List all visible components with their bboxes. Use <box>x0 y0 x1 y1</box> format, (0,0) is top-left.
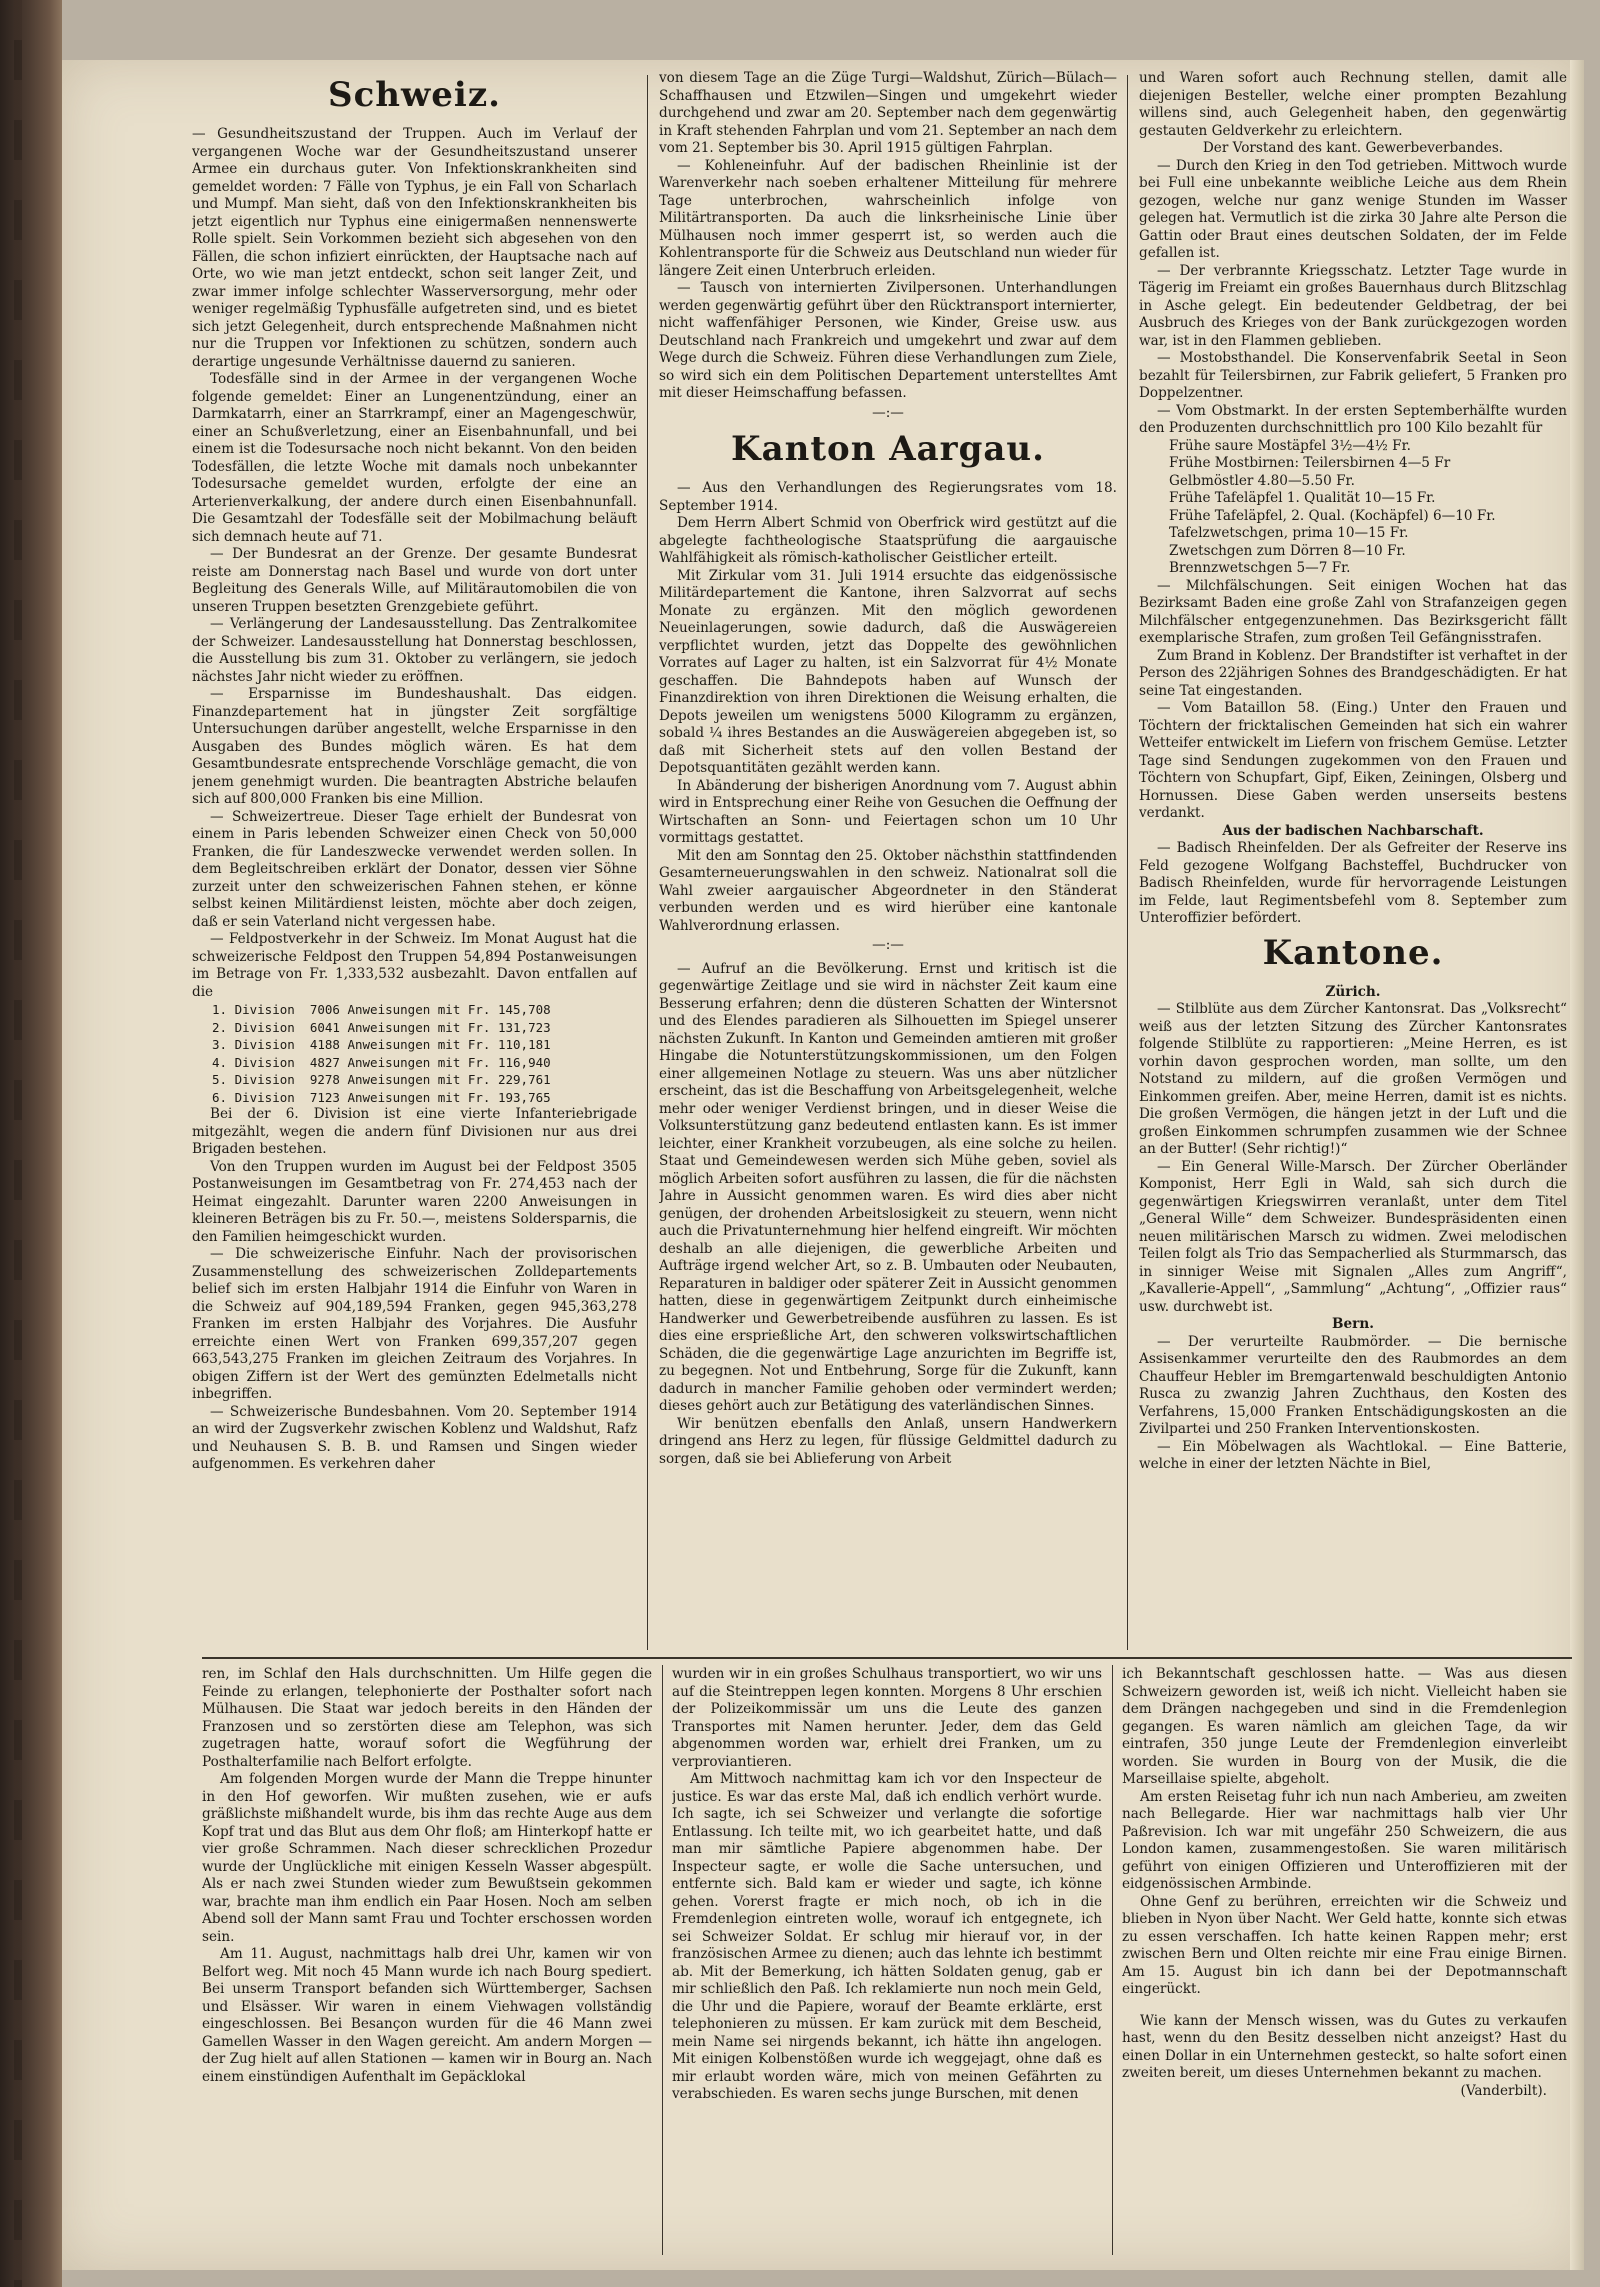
table-row: Gelbmöstler 4.80—5.50 Fr. <box>1169 472 1355 489</box>
signature-gewerbeverband: Der Vorstand des kant. Gewerbeverbandes. <box>1202 140 1504 156</box>
table-row: Frühe Tafeläpfel 1. Qualität 10—15 Fr. <box>1169 490 1436 506</box>
bottom-paragraph: ren, im Schlaf den Hals durchschnitten. Um Hilfe gegen die Feinde zu erlangen, telephonierte der Posthalter sofort nach Mülhausen. Die Staat war jedoch bereits in den Händen der Franzosen und so zerstörten diese am Telephon, was sich zugetragen hatte, worauf sofort die Wegführung der Posthalterfamilie nach Belfort erfolgte. <box>202 1666 652 1770</box>
column-rule-4 <box>1112 1665 1113 2255</box>
article-wahlen: Mit den am Sonntag den 25. Oktober nächsthin stattfindenden Gesamterneuerungswahlen in den schweiz. Nationalrat soll die Wahl zweier aargauischer Abgeordneter in den Ständerat verbunden werden und es wird hierüber eine kantonale Wahlverordnung erlassen. <box>659 847 1117 934</box>
article-schweizertreue: — Schweizertreue. Dieser Tage erhielt der Bundesrat von einem in Paris lebenden Schweizer einen Check von 50,000 Franken, die für Landeszwecke verwendet werden sollen. In dem Begleitschreiben erklärt der Donator, dessen vier Söhne zurzeit unter den schweizerischen Fahnen stehen, er könne selbst keinen Militärdienst leisten, möchte aber doch zeigen, daß er sein Vaterland nicht vergessen habe. <box>192 808 637 930</box>
article-wille-marsch: — Ein General Wille-Marsch. Der Zürcher Oberländer Komponist, Herr Egli in Wald, sah sich durch die gegenwärtigen Kriegswirren veranlaßt, unter dem Titel „General Wille“ dem Schweizer. Bundespräsidenten einen neuen militärischen Marsch zu widmen. Zwei melodischen Teilen folgt als Trio das Sempacherlied als Sturmmarsch, das in sinniger Weise mit Signalen „Alles zum Angriff“, „Kavallerie-Appell“, „Sammlung“ „Achtung“, „Offizier raus“ usw. durchwebt ist. <box>1139 1158 1567 1315</box>
table-row: Tafelzwetschgen, prima 10—15 Fr. <box>1169 525 1409 541</box>
bottom-paragraph: ich Bekanntschaft geschlossen hatte. — Was aus diesen Schweizern geworden ist, weiß ich nicht. Vielleicht haben sie dem Drängen nachgegeben und sind in die Fremdenlegion gegangen. Es waren nämlich am gleichen Tage, da wir eintrafen, 350 junge Leute der Fremdenlegion einverleibt worden. Sie wurden in Bourg von der Musik, die die Marseillaise spielte, abgeholt. <box>1122 1666 1567 1787</box>
subheading-badische-nachbarschaft: Aus der badischen Nachbarschaft. <box>1222 822 1484 839</box>
article-brigade-note: Bei der 6. Division ist eine vierte Infanteriebrigade mitgezählt, wegen die andern fünf Divisionen nur aus drei Brigaden bestehen. <box>192 1106 637 1157</box>
subheading-bern: Bern. <box>1332 1316 1374 1332</box>
table-row: 3. Division 4188 Anweisungen mit Fr. 110,181 <box>212 1037 551 1052</box>
article-obstmarkt: — Vom Obstmarkt. In der ersten Septemberhälfte wurden den Produzenten durchschnittlich pro 100 Kilo bezahlt für <box>1139 402 1567 436</box>
bottom-column-1 <box>202 1666 652 2261</box>
article-krieg-tod: — Durch den Krieg in den Tod getrieben. Mittwoch wurde bei Full eine unbekannte weibliche Leiche aus dem Rhein gezogen, welche nur ganz wenige Stunden im Wasser gelegen hat. Vermutlich ist die zirka 30 Jahre alte Person die Gattin oder Braut eines deutschen Soldaten, der im Felde gefallen ist. <box>1139 157 1567 261</box>
section-title-schweiz: Schweiz. <box>328 75 501 115</box>
article-ersparnisse: — Ersparnisse im Bundeshaushalt. Das eidgen. Finanzdepartement hat in jüngster Zeit sorgfältige Untersuchungen darüber angestellt, welche Ersparnisse in den Ausgaben des Bundes möglich wären. Es hat dem Gesamtbundesrate entsprechende Vorschläge gemacht, die von jenem genehmigt wurden. Die beantragten Abstriche belaufen sich auf 800,000 Franken bis eine Million. <box>192 686 637 807</box>
table-row: Frühe saure Mostäpfel 3½—4½ Fr. <box>1169 437 1411 454</box>
table-row: 1. Division 7006 Anweisungen mit Fr. 145,708 <box>212 1002 551 1017</box>
column-rule-3 <box>662 1665 663 2255</box>
article-milchfaelschungen: — Milchfälschungen. Seit einigen Wochen hat das Bezirksamt Baden eine große Zahl von Strafanzeigen gegen Milchfälscher entgegenzunehmen. Das Bezirksgericht fällt exemplarische Strafen, zum großen Teil Gefängnisstrafen. <box>1139 577 1567 646</box>
bottom-advert: Wie kann der Mensch wissen, was du Gutes zu verkaufen hast, wenn du den Besitz desselben nicht anzeigst? Hast du einen Dollar in ein Unternehmen gesteckt, so halte sofort einen zweiten bereit, um dieses Unternehmen bekannt zu machen. <box>1122 2012 1567 2081</box>
article-feldpostverkehr: — Feldpostverkehr in der Schweiz. Im Monat August hat die schweizerische Feldpost den Truppen 54,894 Postanweisungen im Betrage von Fr. 1,333,532 ausbezahlt. Davon entfallen auf die <box>192 931 637 1000</box>
section-title-aargau: Kanton Aargau. <box>731 429 1045 469</box>
article-tausch-zivilpersonen: — Tausch von internierten Zivilpersonen. Unterhandlungen werden gegenwärtig geführt über den Rücktransport internierter, nicht waffenfähiger Personen, wie Kinder, Greise usw. aus Deutschland nach Frankreich und umgekehrt und zwar auf dem Wege durch die Schweiz. Führen diese Verhandlungen zum Ziele, so wird sich ein dem Politischen Departement unterstelltes Amt mit dieser Heimschaffung befassen. <box>659 280 1117 401</box>
article-handwerker-cont: und Waren sofort auch Rechnung stellen, damit alle diejenigen Besteller, welche einer prompten Bezahlung willens sind, auch Gelegenheit haben, den gegenwärtig gestauten Geldverkehr zu erleichtern. <box>1139 70 1567 139</box>
separator: —:— <box>872 937 904 953</box>
spacer <box>1122 1999 1567 2013</box>
article-bundesbahnen: — Schweizerische Bundesbahnen. Vom 20. September 1914 an wird der Zugsverkehr zwischen Koblenz und Waldshut, Rafz und Neuhausen S. B. B. und Ramsen und Singen wieder aufgenommen. Es verkehren daher <box>192 1403 637 1472</box>
article-landesausstellung: — Verlängerung der Landesausstellung. Das Zentralkomitee der Schweizer. Landesausstellung hat Donnerstag beschlossen, die Ausstellung bis zum 31. Oktober zu verlängern, sie jedoch nächstes Jahr nicht wieder zu eröffnen. <box>192 616 637 685</box>
bottom-column-2 <box>672 1666 1102 2261</box>
bottom-paragraph: Am Mittwoch nachmittag kam ich vor den Inspecteur de justice. Es war das erste Mal, daß ich endlich verhört wurde. Ich sagte, ich sei Schweizer und verlangte die sofortige Entlassung. Ich teilte mit, wo ich gearbeitet hatte, und daß man mir sämtliche Papiere abgenommen habe. Der Inspecteur sagte, er wolle die Sache untersuchen, und entfernte sich. Bald kam er wieder und sagte, ich könne gehen. Vorerst fragte er mich noch, ob ich in die Fremdenlegion eintreten wolle, worauf ich entgegnete, ich sei Schweizer Soldat. Er schlug mir hierauf vor, in der französischen Armee zu dienen; auch das lehnte ich bestimmt ab. Mit der Bemerkung, ich hätten Soldaten genug, gab er mir schließlich den Paß. Ich reklamierte nun noch mein Geld, die Uhr und die Papiere, worauf der Beamte erklärte, erst telephonieren zu müssen. Er kam zurück mit dem Bescheid, mein Name sei nirgends bekannt, ich hätte ihn angelogen. Mit einigen Kolbenstößen wurde ich weggejagt, ohne daß es mir erlaubt worden wäre, mich von meinen Gefährten zu verabschieden. Es waren sechs junge Burschen, mit denen <box>672 1771 1102 2102</box>
bottom-paragraph: wurden wir in ein großes Schulhaus transportiert, wo wir uns auf die Steintreppen legen konnten. Morgens 8 Uhr erschien der Polizeikommissär um uns die Leute des ganzen Transportes mit Namen herunter. Jeder, dem das Geld abgenommen worden war, erhielt drei Franken, um zu verproviantieren. <box>672 1666 1102 1770</box>
article-kohleneinfuhr: — Kohleneinfuhr. Auf der badischen Rheinlinie ist der Warenverkehr nach soeben erhaltener Mitteilung für mehrere Tage unterbrochen, wahrscheinlich infolge von Militärtransporten. Da auch die linksrheinische Linie über Mülhausen noch immer gesperrt ist, so werden auch die Kohlentransporte für die Schweiz aus Deutschland nun wieder für längere Zeit einen Unterbruch erleiden. <box>659 157 1117 279</box>
column-rule-2 <box>1127 75 1128 1650</box>
table-row: 2. Division 6041 Anweisungen mit Fr. 131,723 <box>212 1019 551 1035</box>
article-schmid: Dem Herrn Albert Schmid von Oberfrick wird gestützt auf die abgelegte fachtheologische Staatsprüfung die aargauische Wahlfähigkeit als römisch-katholischer Geistlicher erteilt. <box>659 515 1117 566</box>
article-kriegsschatz: — Der verbrannte Kriegsschatz. Letzter Tage wurde in Tägerig im Freiamt ein großes Bauernhaus durch Blitzschlag in Asche gelegt. Ein bedeutender Geldbetrag, der bei Ausbruch des Krieges von der Bank zurückgezogen worden war, ist in den Flammen geblieben. <box>1139 262 1567 349</box>
bottom-paragraph: Am ersten Reisetag fuhr ich nun nach Amberieu, am zweiten nach Bellegarde. Hier war nachmittags halb vier Uhr Paßrevision. Ich war mit ungefähr 250 Schweizern, die aus London kamen, zusammengestoßen. Sie waren militärisch geführt von einigen Offizieren und Unteroffizieren mit der eidgenössischen Armbinde. <box>1122 1788 1567 1892</box>
bottom-paragraph: Ohne Genf zu berühren, erreichten wir die Schweiz und blieben in Nyon über Nacht. Wer Geld hatte, konnte sich etwas zu essen verschaffen. Ich hatte keinen Rappen mehr; erst zwischen Bern und Olten reichte mir eine Frau einige Birnen. Am 15. August bin ich dann bei der Depotmannschaft eingerückt. <box>1122 1893 1567 1997</box>
page-edge <box>1570 60 1584 2270</box>
advert-signature: (Vanderbilt). <box>1460 2082 1547 2099</box>
column-1 <box>192 70 637 1650</box>
article-stilbluete: — Stilblüte aus dem Zürcher Kantonsrat. Das „Volksrecht“ weiß aus der letzten Sitzung des Zürcher Kantonsrates folgende Stilblüte zu rapportieren: „Meine Herren, es ist vorhin davon gesprochen worden, man sollte, um den Notstand zu mildern, auf die großen Vermögen und Einkommen greifen. Aber, meine Herren, damit ist es nichts. Die großen Vermögen, die hängen jetzt in der Luft und die großen Einkommen schrumpfen zusammen wie der Schnee an der Butter! (Sehr richtig!)“ <box>1139 1001 1567 1157</box>
article-mostobsthandel: — Mostobsthandel. Die Konservenfabrik Seetal in Seon bezahlt für Teilersbirnen, zur Fabrik geliefert, 5 Franken pro Doppelzentner. <box>1139 350 1567 401</box>
table-row: 4. Division 4827 Anweisungen mit Fr. 116,940 <box>212 1054 551 1070</box>
article-raubmoerder: — Der verurteilte Raubmörder. — Die bernische Assisenkammer verurteilte den des Raubmordes an dem Chauffeur Hebler im Bremgartenwald beschuldigten Antonio Rusca zu zwanzig Jahren Zuchthaus, den Kosten des Verfahrens, 15,000 Franken Entschädigungskosten an die Zivilpartei und 250 Franken Interventionskosten. <box>1139 1333 1567 1437</box>
separator: —:— <box>872 404 904 421</box>
article-bundesrat-grenze: — Der Bundesrat an der Grenze. Der gesamte Bundesrat reiste am Donnerstag nach Basel und wurde von dort unter Begleitung des Generals Wille, auf Militärautomobilen die von unseren Truppen besetzten Grenzgebiete geführt. <box>192 546 637 615</box>
section-title-kantone: Kantone. <box>1262 932 1444 973</box>
article-einfuhr: — Die schweizerische Einfuhr. Nach der provisorischen Zusammenstellung des schweizerischen Zolldepartements belief sich im ersten Halbjahr 1914 die Einfuhr von Waren in die Schweiz auf 904,189,594 Franken, gegen 945,363,278 Franken im ersten Halbjahr des Vorjahres. Die Ausfuhr erreichte einen Wert von Franken 699,357,207 gegen 663,543,275 Franken im gleichen Zeitraum des Vorjahres. In obigen Ziffern ist der Wert des gemünzten Edelmetalls nicht inbegriffen. <box>192 1246 637 1402</box>
bottom-paragraph: Am folgenden Morgen wurde der Mann die Treppe hinunter in den Hof geworfen. Wir mußten zusehen, wie er aufs gräßlichste mißhandelt wurde, bis ihm das rechte Auge aus dem Kopf trat und das Blut aus dem Ohr floß; am Hinterkopf hatte er vier große Schrammen. Nach dieser schrecklichen Prozedur wurde der Unglückliche mit einigen Kesseln Wasser abgespült. Als er nach zwei Stunden wieder zum Bewußtsein gekommen war, brachte man ihm endlich ein Paar Hosen. Noch am selben Abend soll der Mann samt Frau und Tochter erschossen worden sein. <box>202 1771 652 1945</box>
article-bundesbahnen-cont: von diesem Tage an die Züge Turgi—Waldshut, Zürich—Bülach—Schaffhausen und Etzwilen—Singen und umgekehrt wieder durchgehend und zwar am 20. September nach dem gegenwärtig in Kraft stehenden Fahrplan und vom 21. September an nach dem vom 21. September bis 30. April 1915 gültigen Fahrplan. <box>659 70 1117 156</box>
subheading-zuerich: Zürich. <box>1325 983 1381 1000</box>
bottom-paragraph: Am 11. August, nachmittags halb drei Uhr, kamen wir von Belfort weg. Mit noch 45 Mann wurde ich nach Bourg spediert. Bei unserm Transport befanden sich Württemberger, Sachsen und Elsässer. Wir waren in einem Viehwagen vollständig eingeschlossen. Bei Besançon wurden für die 46 Mann zwei Gamellen Wasser in den Wagen gereicht. Am andern Morgen — der Zug hielt auf allen Stationen — kamen wir in Bourg an. Nach einem einstündigen Aufenthalt im Gepäcklokal <box>202 1946 652 2085</box>
article-brand-koblenz: Zum Brand in Koblenz. Der Brandstifter ist verhaftet in der Person des 22jährigen Sohnes des Brandgeschädigten. Er hat seine Tat eingestanden. <box>1139 647 1567 699</box>
article-salzvorrat: Mit Zirkular vom 31. Juli 1914 ersuchte das eidgenössische Militärdepartement die Kantone, ihren Salzvorrat auf sechs Monate zu ergänzen. Mit den möglich gewordenen Neueinlagerungen, sowie dadurch, daß die Auswägereien verpflichtet wurden, jetzt das Doppelte des gewöhnlichen Vorrates auf Lager zu halten, ist ein Salzvorrat für 4½ Monate geschaffen. Die Bahndepots haben auf Wunsch der Finanzdirektion von ihren Direktionen die Weisung erhalten, die Depots jeweilen um wenigstens 5000 Kilogramm zu ergänzen, sobald ¼ ihres Bestandes an die Auswägereien abgegeben ist, so daß mit Sicherheit stets auf den vollen Bestand der Depotsquantitäten gezählt werden kann. <box>659 567 1117 776</box>
article-wirtschaften: In Abänderung der bisherigen Anordnung vom 7. August abhin wird in Entsprechung einer Reihe von Gesuchen die Oeffnung der Wirtschaften an Sonn- und Feiertagen schon um 10 Uhr vormittags gestattet. <box>659 777 1117 846</box>
table-row: Frühe Mostbirnen: Teilersbirnen 4—5 Fr <box>1169 455 1451 471</box>
table-row: Frühe Tafeläpfel, 2. Qual. (Kochäpfel) 6—10 Fr. <box>1169 507 1496 524</box>
table-row: Zwetschgen zum Dörren 8—10 Fr. <box>1169 542 1406 559</box>
article-postanweisungen: Von den Truppen wurden im August bei der Feldpost 3505 Postanweisungen im Gesamtbetrag von Fr. 274,453 nach der Heimat eingezahlt. Darunter waren 2200 Anweisungen in kleineren Beträgen bis zu Fr. 50.—, meistens Soldersparnis, die den Familien heimgeschickt wurden. <box>192 1158 637 1245</box>
table-row: 6. Division 7123 Anweisungen mit Fr. 193,765 <box>212 1089 551 1105</box>
division-table <box>192 1001 637 1106</box>
article-badisch-rheinfelden: — Badisch Rheinfelden. Der als Gefreiter der Reserve ins Feld gezogene Wolfgang Bachsteffel, Buchdrucker von Badisch Rheinfelden, wurde für hervorragende Leistungen im Felde, laut Regimentsbefehl vom 8. September zum Unteroffizier befördert. <box>1139 840 1567 926</box>
article-bataillon-58: — Vom Bataillon 58. (Eing.) Unter den Frauen und Töchtern der fricktalischen Gemeinden hat sich ein wahrer Wetteifer entwickelt im Liefern von frischem Gemüse. Letzter Tage sind Sendungen zugekommen von den Frauen und Töchtern von Schupfart, Gipf, Eiken, Zeiningen, Olsberg und Hornussen. Diese Gaben werden unserseits bestens verdankt. <box>1139 700 1567 821</box>
table-row: Brennzwetschgen 5—7 Fr. <box>1169 560 1351 576</box>
article-handwerker: Wir benützen ebenfalls den Anlaß, unsern Handwerkern dringend ans Herz zu legen, für flüssige Geldmittel dadurch zu sorgen, daß sie bei Ablieferung von Arbeit <box>659 1415 1117 1467</box>
binding-stripe <box>14 0 22 2287</box>
article-aufruf: — Aufruf an die Bevölkerung. Ernst und kritisch ist die gegenwärtige Zeitlage und sie wird in nächster Zeit kaum eine Besserung erfahren; denn die düsteren Schatten der Wintersnot und des Elendes paradieren als Silhouetten im Spiegel unserer nächsten Zukunft. In Kanton und Gemeinden amtieren mit großer Hingabe die Notunterstützungskommissionen, um den Folgen einer allgemeinen Notlage zu steuern. Was uns aber nützlicher erscheint, das ist die Beschaffung von Arbeitsgelegenheit, welche mehr oder weniger Verdienst bringen, und in dieser Weise die Volksunterstützung ganz bedeutend entlasten kann. Es ist immer leichter, einer Krankheit vorzubeugen, als eine solche zu heilen. Staat und Gemeindewesen werden sich Mühe geben, soviel als möglich Arbeiten sofort ausführen zu lassen, die für die nächsten Jahre in Aussicht genommen waren. Es wird dies aber nicht genügen, der drohenden Arbeitslosigkeit zu steuern, wenn nicht auch die Privatunternehmung hier helfend eingreift. Wir möchten deshalb an alle diejenigen, die gewerbliche Arbeiten und Aufträge irgend welcher Art, so z. B. Umbauten oder Neubauten, Reparaturen in baldiger oder späterer Zeit in Aussicht genommen hatten, diese in gegenwärtigem Zeitpunkt durch einheimische Handwerker und Gewerbetreibende ausführen zu lassen. Es ist dies eine ersprießliche Art, den schweren volkswirtschaftlichen Schäden, die die gegenwärtige Lage anzurichten im Begriffe ist, zu begegnen. Not und Entbehrung, Sorge für die Zukunft, kann dadurch in mancher Familie gehoben oder vermindert werden; dieses gehört auch zur Betätigung des vaterländischen Sinnes. <box>659 960 1117 1414</box>
article-moebelwagen: — Ein Möbelwagen als Wachtlokal. — Eine Batterie, welche in einer der letzten Nächte in Biel, <box>1139 1438 1567 1472</box>
table-row: 5. Division 9278 Anweisungen mit Fr. 229,761 <box>212 1072 551 1087</box>
book-binding <box>0 0 62 2287</box>
bottom-column-3 <box>1122 1666 1567 2261</box>
column-3 <box>1139 70 1567 1650</box>
column-rule-1 <box>647 75 648 1650</box>
article-regierungsrat: — Aus den Verhandlungen des Regierungsrates vom 18. September 1914. <box>659 480 1117 514</box>
article-gesundheitszustand: — Gesundheitszustand der Truppen. Auch im Verlauf der vergangenen Woche war der Gesundheitszustand unserer Armee ein durchaus guter. Von Infektionskrankheiten sind gemeldet worden: 7 Fälle von Typhus, je ein Fall von Scharlach und Mumpf. Man sieht, daß von den Infektionskrankheiten bis jetzt eigentlich nur Typhus eine einigermaßen nennenswerte Rolle spielt. Sein Vorkommen bezieht sich abgesehen von den Fällen, die schon infiziert einrückten, der Hauptsache nach auf Orte, wo wie man jetzt entdeckt, schon seit langer Zeit, und zwar immer infolge schlechter Wasserversorgung, mehr oder weniger regelmäßig Typhusfälle aufgetreten sind, und es bietet sich jetzt Gelegenheit, durch entsprechende Maßnahmen nicht nur die Truppen vor Infektionen zu schützen, sondern auch derartige ungesunde Verhältnisse dauernd zu sanieren. <box>192 126 637 370</box>
section-divider <box>202 1657 1572 1659</box>
article-todesfaelle: Todesfälle sind in der Armee in der vergangenen Woche folgende gemeldet: Einer an Lungenentzündung, einer an Darmkatarrh, einer an Starrkrampf, einer an Magengeschwür, einer an Schußverletzung, einer an Eisenbahnunfall, und bei einem ist die Todesursache noch nicht bekannt. Von den beiden Todesfällen, die letzte Woche mit damals noch unbekannter Todesursache gemeldet wurden, erfolgte der eine an Arterienverkalkung, der andere durch einen Eisenbahnunfall. Die Gesamtzahl der Todesfälle seit der Mobilmachung beläuft sich demnach heute auf 71. <box>192 371 637 545</box>
newspaper-page <box>62 60 1584 2270</box>
price-table <box>1139 438 1567 578</box>
column-2 <box>659 70 1117 1650</box>
